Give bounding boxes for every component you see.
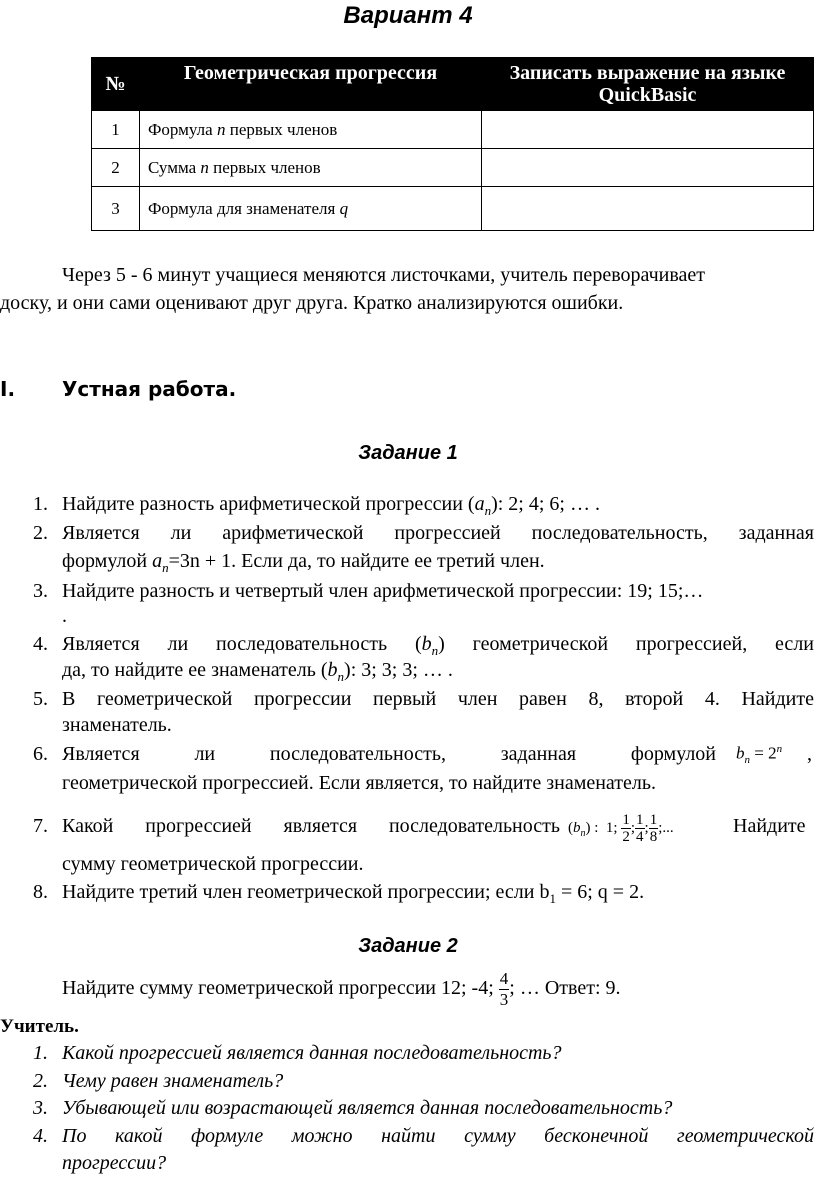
fraction: $\frac{1}{4}$ <box>636 812 644 846</box>
list-item-continuation: . <box>62 605 67 627</box>
list-item-number: 7. <box>33 815 48 837</box>
list-item-number: 1. <box>33 493 48 515</box>
fraction: $\frac{1}{2}$ <box>622 812 630 846</box>
section-numeral: I. <box>0 377 16 401</box>
list-item: В геометрической прогрессии первый член равен 8, второй 4. Найдите <box>62 688 814 710</box>
table-header-row <box>92 58 814 111</box>
table-row <box>92 149 814 187</box>
task1-title: Задание 1 <box>358 442 458 464</box>
list-item: Найдите третий член геометрической прогрессии; если $b_1 = 6$; q = 2. <box>62 881 645 906</box>
fraction: $\frac{4}{3}$ <box>499 968 509 1009</box>
list-item-number: 3. <box>33 1097 48 1119</box>
list-item-continuation: сумму геометрической прогрессии. <box>62 853 364 875</box>
table-cell-description: Формула n первых членов <box>140 111 482 149</box>
table-cell-answer <box>482 187 814 231</box>
section-title: Устная работа. <box>62 377 237 401</box>
table-header-number: № <box>92 58 140 111</box>
list-item: Является ли последовательность, заданная формулой <box>62 743 716 765</box>
list-item-number: 6. <box>33 743 48 765</box>
teacher-question: Чему равен знаменатель? <box>62 1070 284 1092</box>
formula-bn: $b_n = 2^n$ <box>736 743 783 767</box>
table-row <box>92 111 814 149</box>
list-item: Является ли арифметической прогрессией последовательность, заданная <box>62 522 814 544</box>
list-item-continuation: геометрической прогрессией. Если является, то найдите знаменатель. <box>62 772 657 794</box>
table-cell-answer <box>482 111 814 149</box>
table-row <box>92 187 814 231</box>
list-item-number: 4. <box>33 1125 48 1147</box>
teacher-question: По какой формуле можно найти сумму бесконечной геометрической <box>62 1125 814 1147</box>
table-cell-description: Сумма n первых членов <box>140 149 482 187</box>
table-cell-number: 2 <box>92 149 140 187</box>
list-item: Какой прогрессией является последовательность <box>62 815 560 837</box>
paragraph-line-2: доску, и они сами оценивают друг друга. Кратко анализируются ошибки. <box>0 292 624 314</box>
task2-title: Задание 2 <box>358 935 458 957</box>
task2-text: Найдите сумму геометрической прогрессии 12; -4; $\frac{4}{3}$ ; … Ответ: 9. <box>62 968 621 1009</box>
fraction: $\frac{1}{8}$ <box>649 812 658 846</box>
list-item-number: 8. <box>33 881 48 903</box>
teacher-label: Учитель. <box>0 1016 79 1037</box>
table-cell-number: 1 <box>92 111 140 149</box>
teacher-question: Какой прогрессией является данная последовательность? <box>62 1042 562 1064</box>
table-header-quickbasic: Записать выражение на языке QuickBasic <box>482 58 814 111</box>
list-item-number: 3. <box>33 580 48 602</box>
variant-table <box>91 57 814 231</box>
table-cell-number: 3 <box>92 187 140 231</box>
table-cell-description: Формула для знаменателя q <box>140 187 482 231</box>
list-item-number: 2. <box>33 522 48 544</box>
list-item-continuation: формулой $a_n=3n + 1$. Если да, то найдите ее третий член. <box>62 550 545 575</box>
list-item: Найдите разность арифметической прогрессии $(a_n)$: 2; 4; 6; … . <box>62 493 600 518</box>
formula-comma: , <box>807 743 812 765</box>
variant-title: Вариант 4 <box>343 2 473 29</box>
list-item-continuation: знаменатель. <box>62 714 172 736</box>
paragraph-line-1: Через 5 - 6 минут учащиеся меняются листочками, учитель переворачивает <box>62 264 706 286</box>
list-item-number: 2. <box>33 1070 48 1092</box>
table-header-progression: Геометрическая прогрессия <box>140 58 482 111</box>
list-item-continuation: да, то найдите ее знаменатель $(b_n)$: 3; 3; 3; … . <box>62 659 453 684</box>
list-item-tail: Найдите <box>733 815 806 837</box>
sequence-formula: $(b_n)$ : 1; $\frac{1}{2}$ ; $\frac{1}{4}$ ; $\frac{1}{8}$ ;... <box>568 812 674 846</box>
list-item-number: 1. <box>33 1042 48 1064</box>
list-item-number: 4. <box>33 633 48 655</box>
teacher-question-continuation: прогрессии? <box>62 1152 167 1174</box>
list-item: Является ли последовательность $(b_n)$ геометрической прогрессией, если <box>62 633 814 658</box>
list-item: Найдите разность и четвертый член арифметической прогрессии: 19; 15;… <box>62 580 704 602</box>
table-cell-answer <box>482 149 814 187</box>
list-item-number: 5. <box>33 688 48 710</box>
teacher-question: Убывающей или возрастающей является данная последовательность? <box>62 1097 673 1119</box>
